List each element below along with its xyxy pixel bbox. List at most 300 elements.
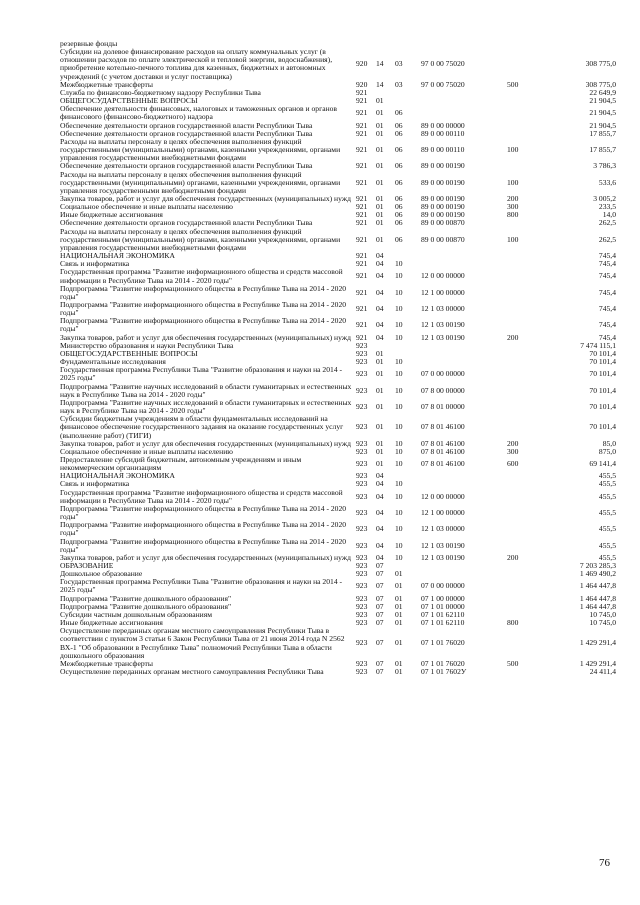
row-subsection-code: 10 <box>395 401 403 411</box>
table-row <box>60 228 616 252</box>
row-ved-code: 923 <box>356 471 368 481</box>
row-subsection-code: 10 <box>395 259 403 269</box>
row-section-code: 04 <box>376 507 384 517</box>
row-section-code: 04 <box>376 304 384 314</box>
table-row <box>60 138 616 162</box>
row-amount: 3 005,2 <box>593 193 616 203</box>
row-amount: 70 101,4 <box>589 422 616 432</box>
row-target-item-code <box>421 97 507 105</box>
row-expense-type-code <box>507 162 549 170</box>
row-target-item-code: 89 0 00 00110 <box>421 128 465 138</box>
row-subsection-code: 10 <box>395 287 403 297</box>
row-amount: 70 101,4 <box>589 385 616 395</box>
row-target-item-code <box>421 40 507 48</box>
row-expense-type-code <box>507 480 549 488</box>
row-ved-code: 921 <box>356 177 368 187</box>
row-target-item-code: 12 1 03 00190 <box>421 332 465 342</box>
row-ved-code: 923 <box>356 446 368 456</box>
row-section-code: 01 <box>376 385 384 395</box>
row-subsection-code: 03 <box>395 79 403 89</box>
row-section-code: 01 <box>376 459 384 469</box>
row-name: Расходы на выплаты персоналу в целях обеспечения выполнения функций государственными (муниципальными) органами, казенными учреждениями, органами управления государственными внебюджетными фондами <box>60 169 341 195</box>
row-section-code: 14 <box>376 79 384 89</box>
table-row <box>60 627 616 660</box>
row-expense-type-code <box>507 399 549 415</box>
page-number: 76 <box>599 857 610 869</box>
row-expense-type-code: 500 <box>507 79 519 89</box>
row-section-code: 01 <box>376 96 384 106</box>
row-amount: 1 464 447,8 <box>579 593 616 603</box>
row-target-item-code: 12 1 03 00190 <box>421 540 465 550</box>
row-amount: 1 429 291,4 <box>579 658 616 668</box>
row-name: Осуществление переданных органам местного самоуправления Республики Тыва в соответствии с пунктом 3 статьи 6 Закон Республики Тыва от 21 июня 2014 года N 2562 ВХ-1 "Об образовании в Республике Тыва" полномочий Республики Тыва в области дошкольного образования <box>60 626 345 660</box>
row-section-code: 07 <box>376 601 384 611</box>
row-subsection-code: 10 <box>395 332 403 342</box>
row-target-item-code: 07 1 00 00000 <box>421 593 465 603</box>
row-ved-code: 923 <box>356 593 368 603</box>
row-subsection-code: 01 <box>395 593 403 603</box>
row-ved-code: 921 <box>356 96 368 106</box>
row-target-item-code <box>421 252 507 260</box>
row-section-code: 04 <box>376 491 384 501</box>
row-name: Закупка товаров, работ и услуг для обеспечения государственных (муниципальных) нужд <box>60 438 351 448</box>
row-expense-type-code <box>507 366 549 382</box>
row-amount: 745,4 <box>598 304 616 314</box>
row-target-item-code <box>421 358 507 366</box>
row-name: ОБЩЕГОСУДАРСТВЕННЫЕ ВОПРОСЫ <box>60 348 198 358</box>
row-ved-code: 923 <box>356 369 368 379</box>
table-row <box>60 383 616 399</box>
row-target-item-code: 07 1 01 62110 <box>421 609 465 619</box>
table-row <box>60 48 616 81</box>
row-ved-code: 923 <box>356 438 368 448</box>
row-amount: 455,5 <box>598 507 616 517</box>
row-section-code: 04 <box>376 540 384 550</box>
row-name: Подпрограмма "Развитие дошкольного образования" <box>60 593 232 603</box>
row-ved-code: 921 <box>356 304 368 314</box>
row-expense-type-code <box>507 40 549 48</box>
row-section-code: 07 <box>376 593 384 603</box>
row-section-code: 01 <box>376 348 384 358</box>
row-section-code: 01 <box>376 369 384 379</box>
row-amount: 745,4 <box>598 271 616 281</box>
row-ved-code: 921 <box>356 287 368 297</box>
row-section-code: 04 <box>376 287 384 297</box>
row-target-item-code: 07 1 01 00000 <box>421 601 465 611</box>
row-amount: 308 775,0 <box>585 79 616 89</box>
row-ved-code: 921 <box>356 120 368 130</box>
row-amount: 262,5 <box>598 234 616 244</box>
row-expense-type-code <box>507 130 549 138</box>
row-amount <box>549 40 616 48</box>
row-amount: 70 101,4 <box>589 369 616 379</box>
row-ved-code: 923 <box>356 540 368 550</box>
row-name: Министерство образования и науки Республики Тыва <box>60 340 234 350</box>
row-amount: 70 101,4 <box>589 348 616 358</box>
row-amount: 308 775,0 <box>585 59 616 69</box>
row-expense-type-code <box>507 317 549 333</box>
row-target-item-code: 12 1 03 00000 <box>421 524 465 534</box>
row-target-item-code <box>421 105 507 121</box>
row-target-item-code: 07 1 01 76020 <box>421 658 465 668</box>
row-ved-code: 921 <box>356 128 368 138</box>
row-name: Государственная программа Республики Тыва "Развитие образования и науки на 2014 - 2025 годы" <box>60 365 343 383</box>
row-section-code: 01 <box>376 357 384 367</box>
row-section-code: 01 <box>376 128 384 138</box>
row-target-item-code: 07 8 01 46100 <box>421 459 465 469</box>
row-name: Иные бюджетные ассигнования <box>60 618 163 628</box>
row-target-item-code: 89 0 00 00190 <box>421 177 465 187</box>
row-ved-code: 921 <box>356 234 368 244</box>
row-ved-code: 923 <box>356 552 368 562</box>
row-ved-code: 923 <box>356 422 368 432</box>
row-target-item-code: 89 0 00 00190 <box>421 161 465 171</box>
table-row <box>60 105 616 121</box>
row-section-code: 04 <box>376 479 384 489</box>
row-expense-type-code: 200 <box>507 438 519 448</box>
table-row <box>60 171 616 195</box>
row-name: Государственная программа Республики Тыва "Развитие образования и науки на 2014 - 2025 годы" <box>60 577 343 595</box>
table-row <box>60 456 616 472</box>
row-name: Расходы на выплаты персоналу в целях обеспечения выполнения функций государственными (муниципальными) органами, казенными учреждениями, органами управления государственными внебюджетными фондами <box>60 136 341 163</box>
row-target-item-code: 07 8 01 46100 <box>421 438 465 448</box>
row-amount: 455,5 <box>598 491 616 501</box>
row-ved-code: 921 <box>356 202 368 212</box>
row-subsection-code: 10 <box>395 357 403 367</box>
row-ved-code: 921 <box>356 332 368 342</box>
row-expense-type-code: 800 <box>507 618 519 628</box>
row-name: Подпрограмма "Развитие дошкольного образования" <box>60 601 232 611</box>
row-amount: 7 474 115,1 <box>580 340 616 350</box>
row-expense-type-code <box>507 252 549 260</box>
row-target-item-code: 97 0 00 75020 <box>421 59 465 69</box>
row-subsection-code: 06 <box>395 210 403 220</box>
row-amount: 17 855,7 <box>589 128 616 138</box>
row-name: Субсидии частным дошкольным образованиям <box>60 609 213 619</box>
row-subsection-code: 03 <box>395 59 403 69</box>
row-amount: 1 464 447,8 <box>579 581 616 591</box>
row-amount: 24 411,4 <box>589 667 616 677</box>
row-name: НАЦИОНАЛЬНАЯ ЭКОНОМИКА <box>60 471 175 481</box>
row-section-code: 07 <box>376 667 384 677</box>
row-name: Подпрограмма "Развитие информационного общества в Республике Тыва на 2014 - 2020 годы" <box>60 503 347 522</box>
row-subsection-code: 10 <box>395 552 403 562</box>
row-section-code: 01 <box>376 422 384 432</box>
row-subsection-code: 10 <box>395 369 403 379</box>
row-expense-type-code <box>507 285 549 301</box>
row-section-code: 04 <box>376 552 384 562</box>
row-amount: 1 469 490,2 <box>579 569 616 579</box>
table-row <box>60 538 616 554</box>
row-subsection-code: 01 <box>395 581 403 591</box>
row-amount: 1 429 291,4 <box>579 638 616 648</box>
row-name: Осуществление переданных органам местного самоуправления Республики Тыва <box>60 667 324 677</box>
row-section-code: 01 <box>376 234 384 244</box>
row-section-code: 07 <box>376 638 384 648</box>
table-row <box>60 554 616 562</box>
row-section-code: 01 <box>376 210 384 220</box>
row-expense-type-code <box>507 489 549 505</box>
row-expense-type-code <box>507 122 549 130</box>
table-row <box>60 472 616 480</box>
row-section-code: 04 <box>376 251 384 261</box>
row-expense-type-code <box>507 505 549 521</box>
row-ved-code: 921 <box>356 108 368 118</box>
row-target-item-code: 89 0 00 00870 <box>421 218 465 228</box>
row-expense-type-code <box>507 415 549 439</box>
row-subsection-code: 10 <box>395 540 403 550</box>
row-section-code: 07 <box>376 561 384 570</box>
row-expense-type-code: 300 <box>507 202 519 212</box>
row-section-code: 14 <box>376 59 384 69</box>
row-target-item-code: 07 0 00 00000 <box>421 369 465 379</box>
row-name: Социальное обеспечение и иные выплаты населению <box>60 446 233 456</box>
row-target-item-code: 07 0 00 00000 <box>421 581 465 591</box>
row-name: Обеспечение деятельности органов государственной власти Республики Тыва <box>60 120 313 130</box>
row-section-code: 01 <box>376 202 384 212</box>
row-expense-type-code <box>507 260 549 268</box>
row-section-code: 01 <box>376 401 384 411</box>
row-name: Подпрограмма "Развитие информационного общества в Республике Тыва на 2014 - 2020 годы" <box>60 316 347 334</box>
row-subsection-code: 10 <box>395 320 403 330</box>
row-ved-code: 923 <box>356 385 368 395</box>
row-amount: 10 745,0 <box>589 618 616 628</box>
row-target-item-code: 12 1 03 00190 <box>421 320 465 330</box>
table-row <box>60 252 616 260</box>
row-expense-type-code <box>507 97 549 105</box>
row-target-item-code: 07 8 00 00000 <box>421 385 465 395</box>
table-row <box>60 505 616 521</box>
row-amount: 455,5 <box>598 471 616 481</box>
row-expense-type-code <box>507 268 549 284</box>
table-row <box>60 668 616 676</box>
row-name: Обеспечение деятельности органов государственной власти Республики Тыва <box>60 161 313 171</box>
row-subsection-code: 10 <box>395 479 403 489</box>
row-target-item-code: 07 8 01 46100 <box>421 446 465 456</box>
row-section-code: 07 <box>376 569 384 579</box>
row-ved-code: 923 <box>356 348 368 358</box>
row-name: Подпрограмма "Развитие научных исследований в области гуманитарных и естественных наук в Республике Тыва на 2014 - 2020 годы" <box>60 381 352 399</box>
row-expense-type-code <box>507 342 549 350</box>
row-target-item-code: 89 0 00 00190 <box>421 193 465 203</box>
row-target-item-code: 12 1 00 00000 <box>421 287 465 297</box>
row-ved-code: 921 <box>356 271 368 281</box>
row-section-code: 04 <box>376 332 384 342</box>
row-amount: 455,5 <box>598 540 616 550</box>
row-amount: 17 855,7 <box>589 145 616 155</box>
row-amount: 745,4 <box>598 320 616 330</box>
row-ved-code: 921 <box>356 218 368 228</box>
row-name: Подпрограмма "Развитие информационного общества в Республике Тыва на 2014 - 2020 годы" <box>60 300 347 318</box>
row-target-item-code: 12 1 03 00190 <box>421 552 465 562</box>
row-expense-type-code: 300 <box>507 446 519 456</box>
row-amount: 70 101,4 <box>589 401 616 411</box>
row-ved-code: 921 <box>356 251 368 261</box>
row-ved-code: 921 <box>356 259 368 269</box>
row-name: Дошкольное образование <box>60 569 143 579</box>
row-name: Связь и информатика <box>60 259 130 269</box>
row-amount: 745,4 <box>598 259 616 269</box>
row-expense-type-code <box>507 358 549 366</box>
row-subsection-code: 06 <box>395 218 403 228</box>
table-row <box>60 489 616 505</box>
row-subsection-code: 10 <box>395 385 403 395</box>
row-section-code: 04 <box>376 320 384 330</box>
row-amount: 455,5 <box>598 479 616 489</box>
row-name: Иные бюджетные ассигнования <box>60 210 163 220</box>
table-row <box>60 317 616 333</box>
row-section-code: 01 <box>376 193 384 203</box>
row-section-code: 01 <box>376 108 384 118</box>
row-subsection-code: 10 <box>395 271 403 281</box>
row-expense-type-code <box>507 603 549 611</box>
row-amount: 875,0 <box>598 446 616 456</box>
row-section-code: 01 <box>376 218 384 228</box>
row-section-code: 04 <box>376 259 384 269</box>
row-target-item-code: 12 0 00 00000 <box>421 271 465 281</box>
row-name: Расходы на выплаты персоналу в целях обеспечения выполнения функций государственными (муниципальными) органами, казенными учреждениями, органами управления государственными внебюджетными фондами <box>60 226 341 252</box>
row-ved-code: 923 <box>356 638 368 648</box>
row-target-item-code: 97 0 00 75020 <box>421 79 465 89</box>
row-subsection-code: 01 <box>395 658 403 668</box>
row-subsection-code: 06 <box>395 202 403 212</box>
row-expense-type-code: 800 <box>507 210 519 220</box>
row-target-item-code: 07 1 01 62110 <box>421 618 465 628</box>
row-amount: 1 464 447,8 <box>579 601 616 611</box>
table-row <box>60 301 616 317</box>
row-amount: 455,5 <box>598 524 616 534</box>
row-ved-code: 923 <box>356 667 368 677</box>
row-ved-code: 921 <box>356 320 368 330</box>
row-subsection-code <box>395 342 421 350</box>
row-name: Подпрограмма "Развитие научных исследований в области гуманитарных и естественных наук в Республике Тыва на 2014 - 2020 годы" <box>60 397 352 416</box>
row-amount: 233,5 <box>598 202 616 212</box>
row-section-code: 01 <box>376 120 384 130</box>
row-ved-code: 921 <box>356 161 368 171</box>
table-row <box>60 415 616 439</box>
row-subsection-code: 06 <box>395 193 403 203</box>
row-expense-type-code <box>507 538 549 554</box>
row-ved-code: 923 <box>356 658 368 668</box>
row-name: Социальное обеспечение и иные выплаты населению <box>60 202 233 212</box>
row-expense-type-code <box>507 627 549 660</box>
row-target-item-code <box>421 570 507 578</box>
row-expense-type-code <box>507 578 549 594</box>
row-name: Субсидии на долевое финансирование расходов на оплату коммунальных услуг (в отношении расходов по оплате электрической и тепловой энергии, водоснабжения), приобретение котельно-печного топлива для казенных, бюджетных и автономных учреждений (с учетом доставки и услуг поставщика) <box>60 47 333 81</box>
row-name: Подпрограмма "Развитие информационного общества в Республике Тыва на 2014 - 2020 годы" <box>60 283 347 301</box>
row-ved-code: 923 <box>356 357 368 367</box>
row-subsection-code: 10 <box>395 524 403 534</box>
row-name: Обеспечение деятельности органов государственной власти Республики Тыва <box>60 218 313 228</box>
table-row <box>60 268 616 284</box>
row-expense-type-code: 200 <box>507 193 519 203</box>
row-amount: 70 101,4 <box>589 357 616 367</box>
row-expense-type-code: 100 <box>507 145 519 155</box>
row-subsection-code: 10 <box>395 422 403 432</box>
row-amount: 533,6 <box>598 177 616 187</box>
row-subsection-code: 06 <box>395 234 403 244</box>
row-subsection-code: 10 <box>395 459 403 469</box>
row-name: резервные фонды <box>60 39 118 48</box>
row-subsection-code: 10 <box>395 491 403 501</box>
row-expense-type-code: 200 <box>507 332 519 342</box>
row-subsection-code: 10 <box>395 438 403 448</box>
row-name: Связь и информатика <box>60 479 130 489</box>
row-expense-type-code <box>507 472 549 480</box>
row-amount: 10 745,0 <box>589 609 616 619</box>
row-expense-type-code: 200 <box>507 552 519 562</box>
row-name: Закупка товаров, работ и услуг для обеспечения государственных (муниципальных) нужд <box>60 332 351 342</box>
row-ved-code: 923 <box>356 479 368 489</box>
row-target-item-code <box>421 562 507 570</box>
row-name: НАЦИОНАЛЬНАЯ ЭКОНОМИКА <box>60 251 175 261</box>
row-ved-code: 923 <box>356 618 368 628</box>
row-amount: 21 904,5 <box>589 96 616 106</box>
row-name: Закупка товаров, работ и услуг для обеспечения государственных (муниципальных) нужд <box>60 193 351 203</box>
budget-table <box>60 40 616 676</box>
row-target-item-code: 89 0 00 00870 <box>421 234 465 244</box>
row-expense-type-code <box>507 383 549 399</box>
row-name: Субсидии бюджетным учреждениям в области фундаментальных исследований на финансовое обеспечение государственного задания на оказание государственных услуг (выполнение работ) (ТИГИ) <box>60 414 344 440</box>
row-ved-code: 921 <box>356 210 368 220</box>
row-section-code <box>376 40 395 48</box>
row-subsection-code: 06 <box>395 120 403 130</box>
row-target-item-code <box>421 342 507 350</box>
row-subsection-code: 01 <box>395 601 403 611</box>
row-target-item-code: 12 1 00 00000 <box>421 507 465 517</box>
row-name: Закупка товаров, работ и услуг для обеспечения государственных (муниципальных) нужд <box>60 552 351 562</box>
row-expense-type-code <box>507 48 549 81</box>
row-section-code: 01 <box>376 177 384 187</box>
row-name: ОБЩЕГОСУДАРСТВЕННЫЕ ВОПРОСЫ <box>60 96 198 106</box>
row-subsection-code <box>395 97 421 105</box>
row-name: Государственная программа "Развитие информационного общества и средств массовой информации в Республике Тыва на 2014 - 2020 годы" <box>60 487 343 505</box>
row-amount: 7 203 285,3 <box>579 561 616 570</box>
row-ved-code: 920 <box>356 79 368 89</box>
row-ved-code: 923 <box>356 524 368 534</box>
row-ved-code: 923 <box>356 340 368 350</box>
row-name: Обеспечение деятельности органов государственной власти Республики Тыва <box>60 128 313 138</box>
row-name: Обеспечение деятельности финансовых, налоговых и таможенных органов и органов финансового (финансово-бюджетного) надзора <box>60 104 338 122</box>
row-name: Предоставление субсидий бюджетным, автономным учреждениям и иным некоммерческим организациям <box>60 454 302 473</box>
row-subsection-code: 06 <box>395 128 403 138</box>
row-amount: 3 786,3 <box>593 161 616 171</box>
row-expense-type-code <box>507 301 549 317</box>
row-target-item-code <box>421 472 507 480</box>
row-amount: 85,0 <box>602 438 616 448</box>
row-target-item-code <box>421 480 507 488</box>
row-target-item-code: 07 1 01 76020 <box>421 638 465 648</box>
row-expense-type-code <box>507 89 549 97</box>
row-expense-type-code: 600 <box>507 459 519 469</box>
row-section-code: 07 <box>376 658 384 668</box>
row-amount: 22 649,9 <box>589 87 616 97</box>
row-name: Служба по финансово-бюджетному надзору Республики Тыва <box>60 87 261 97</box>
table-row <box>60 562 616 570</box>
row-amount: 21 904,5 <box>589 108 616 118</box>
row-name: ОБРАЗОВАНИЕ <box>60 561 114 570</box>
row-target-item-code <box>421 89 507 97</box>
row-subsection-code: 01 <box>395 667 403 677</box>
row-subsection-code: 06 <box>395 177 403 187</box>
row-amount: 745,4 <box>598 332 616 342</box>
row-ved-code: 923 <box>356 401 368 411</box>
row-section-code: 01 <box>376 446 384 456</box>
table-row <box>60 521 616 537</box>
row-expense-type-code: 100 <box>507 177 519 187</box>
row-name: Межбюджетные трансферты <box>60 658 153 668</box>
row-section-code: 01 <box>376 161 384 171</box>
